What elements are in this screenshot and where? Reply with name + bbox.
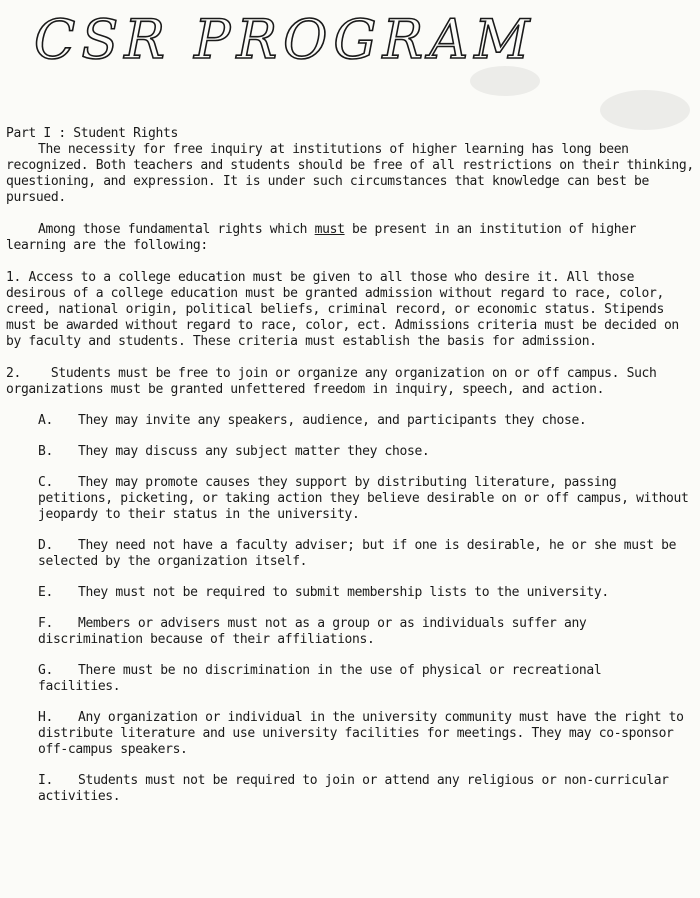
- subitem-text: They may invite any speakers, audience, and participants they chose.: [78, 413, 587, 428]
- item-2-text: Students must be free to join or organize any organization on or off campus. Such organizations must be granted unfettered freedom in inquiry, speech, and action.: [6, 366, 657, 397]
- item-1-text: Access to a college education must be given to all those who desire it. All those desirous of a college education must be granted admission without regard to race, color, creed, national origin, political beliefs, criminal record, or economic status. Stipends must be awarded without regard to race, color, ect. Admissions criteria must be decided on by faculty and students. These criteria must establish the basis for admission.: [6, 270, 679, 349]
- subitem-text: Any organization or individual in the university community must have the right to distribute literature and use university facilities for meetings. They may co-sponsor off-campus speakers.: [38, 710, 684, 757]
- subitem-letter: C.: [38, 475, 53, 490]
- paper-stain: [470, 66, 540, 96]
- title-text: CSR PROGRAM: [34, 8, 536, 71]
- subitem-letter: B.: [38, 444, 53, 459]
- subitem-text: There must be no discrimination in the use of physical or recreational facilities.: [38, 663, 602, 694]
- subitem-letter: F.: [38, 616, 53, 631]
- subitem-letter: I.: [38, 773, 53, 788]
- subitem-letter: A.: [38, 413, 53, 428]
- rights-intro-emphasis: must: [314, 222, 345, 237]
- title-svg: [30, 2, 670, 74]
- paper-stain: [600, 90, 690, 130]
- subitem: [6, 663, 694, 695]
- subitem-text: They must not be required to submit membership lists to the university.: [78, 585, 609, 600]
- subitem-letter: H.: [38, 710, 53, 725]
- subitem: [6, 710, 694, 758]
- item-1: [6, 270, 694, 350]
- subitem: [6, 413, 694, 429]
- rights-intro-before: Among those fundamental rights which: [38, 222, 315, 237]
- subitem: [6, 616, 694, 648]
- item-1-number: 1.: [6, 270, 21, 285]
- subitem-letter: G.: [38, 663, 53, 678]
- intro-paragraph: The necessity for free inquiry at institutions of higher learning has long been recognized. Both teachers and students should be free of all restrictions on their thinking, questioning, and expression. It is under such circumstances that knowledge can best be pursued.: [6, 142, 694, 205]
- subitem: [6, 538, 694, 570]
- subitem: [6, 585, 694, 601]
- item-2-number: 2.: [6, 366, 21, 381]
- subitem-text: Students must not be required to join or attend any religious or non-curricular activities.: [38, 773, 669, 804]
- subitem-list: [6, 413, 694, 805]
- rights-intro-after: be present in an institution of higher learning are the following:: [6, 222, 637, 253]
- subitem-letter: E.: [38, 585, 53, 600]
- subitem: [6, 773, 694, 805]
- subitem: [6, 475, 694, 523]
- document-body: [6, 126, 694, 805]
- handwritten-title: [30, 2, 670, 74]
- subitem: [6, 444, 694, 460]
- subitem-letter: D.: [38, 538, 53, 553]
- subitem-text: Members or advisers must not as a group or as individuals suffer any discrimination because of their affiliations.: [38, 616, 587, 647]
- subitem-text: They need not have a faculty adviser; but if one is desirable, he or she must be selected by the organization itself.: [38, 538, 677, 569]
- subitem-text: They may discuss any subject matter they chose.: [78, 444, 430, 459]
- item-2: [6, 366, 694, 398]
- subitem-text: They may promote causes they support by distributing literature, passing petitions, picketing, or taking action they believe desirable on or off campus, without jeopardy to their status in the university.: [38, 475, 689, 522]
- part-heading: Part I : Student Rights: [6, 126, 178, 141]
- rights-intro-paragraph: [6, 222, 694, 254]
